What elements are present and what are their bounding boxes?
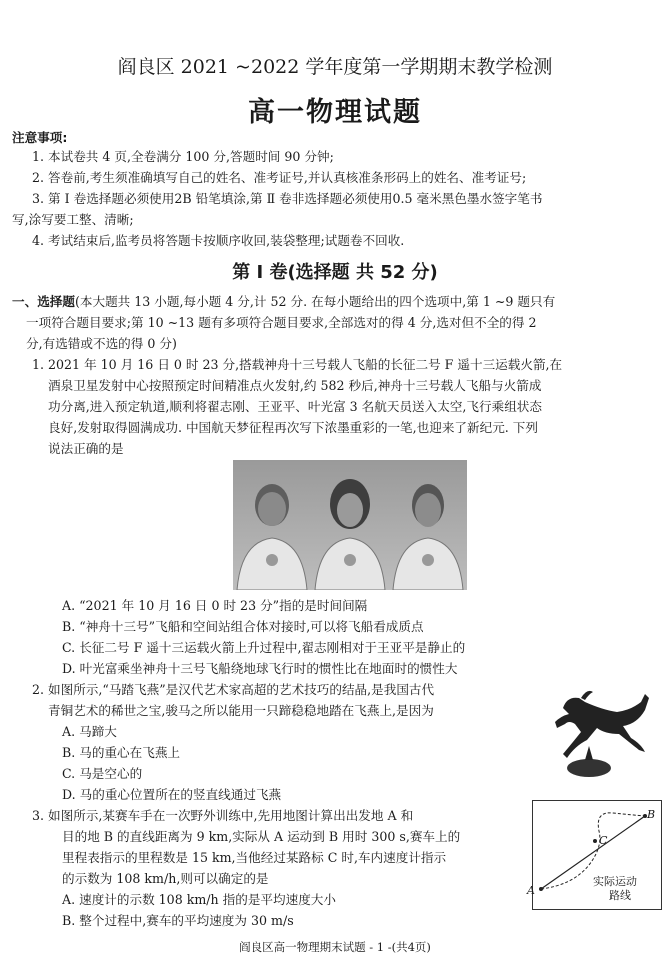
- q1-option: D. 叶光富乘坐神舟十三号飞船绕地球飞行时的惯性比在地面时的惯性大: [62, 661, 458, 676]
- q1-stem-line: 说法正确的是: [48, 441, 124, 456]
- q2-option: A. 马蹄大: [62, 724, 117, 739]
- astronaut-photo: [311, 460, 389, 590]
- q1-stem-line: 酒泉卫星发射中心按照预定时间精准点火发射,约 582 秒后,神舟十三号载人飞船与火箭成: [48, 378, 542, 393]
- section-label: 一、选择题: [12, 294, 75, 309]
- section-title: 第 Ⅰ 卷(选择题 共 52 分): [232, 262, 438, 283]
- note-item: 3. 第 Ⅰ 卷选择题必须使用2B 铅笔填涂,第 Ⅱ 卷非选择题必须使用0.5 毫米黑色墨水签字笔书: [32, 191, 543, 206]
- q1-stem-line: 良好,发射取得圆满成功. 中国航天梦征程再次写下浓墨重彩的一笔,也迎来了新纪元. 下列: [48, 420, 538, 435]
- point-b-label: B: [647, 808, 656, 821]
- q2-option: D. 马的重心位置所在的竖直线通过飞燕: [62, 787, 282, 802]
- exam-title: 阎良区 2021 ~2022 学年度第一学期期末教学检测: [117, 56, 553, 78]
- q2-option: B. 马的重心在飞燕上: [62, 745, 181, 760]
- q3-option: A. 速度计的示数 108 km/h 指的是平均速度大小: [62, 892, 336, 907]
- q1-stem-line: 1. 2021 年 10 月 16 日 0 时 23 分,搭载神舟十三号载人飞船的长征二号 F 遥十三运载火箭,在: [32, 357, 563, 372]
- path-label: 路线: [609, 889, 631, 902]
- q1-stem-line: 功分离,进入预定轨道,顺利将翟志刚、王亚平、叶光富 3 名航天员送入太空,飞行乘组状态: [48, 399, 542, 414]
- note-item: 1. 本试卷共 4 页,全卷满分 100 分,答题时间 90 分钟;: [32, 149, 334, 164]
- subject-title: 高一物理试题: [248, 97, 422, 128]
- section-intro: [12, 292, 555, 311]
- q3-stem-line: 3. 如图所示,某赛车手在一次野外训练中,先用地图计算出出发地 A 和: [32, 808, 414, 823]
- section-intro-line: 分,有选错或不选的得 0 分): [26, 336, 177, 351]
- q3-stem-line: 目的地 B 的直线距离为 9 km,实际从 A 运动到 B 用时 300 s,赛车上的: [62, 829, 461, 844]
- route-diagram: [527, 800, 662, 910]
- q2-option: C. 马是空心的: [62, 766, 143, 781]
- point-a-label: A: [527, 884, 535, 897]
- page-footer: 阎良区高一物理期末试题 - 1 -(共4页): [239, 940, 431, 954]
- notes-heading: 注意事项:: [12, 130, 68, 145]
- q2-stem-line: 青铜艺术的稀世之宝,骏马之所以能用一只蹄稳稳地踏在飞燕上,是因为: [48, 703, 434, 718]
- q3-stem-line: 的示数为 108 km/h,则可以确定的是: [62, 871, 269, 886]
- path-label: 实际运动: [593, 875, 637, 888]
- q2-stem-line: 2. 如图所示,“马踏飞燕”是汉代艺术家高超的艺术技巧的结晶,是我国古代: [32, 682, 435, 697]
- section-intro-line: (本大题共 13 小题,每小题 4 分,计 52 分. 在每小题给出的四个选项中,第 1 ~9 题只有: [74, 294, 556, 309]
- q1-option: C. 长征二号 F 遥十三运载火箭上升过程中,翟志刚相对于王亚平是静止的: [62, 640, 466, 655]
- point-c-label: C: [599, 834, 608, 847]
- q3-stem-line: 里程表指示的里程数是 15 km,当他经过某路标 C 时,车内速度计指示: [62, 850, 447, 865]
- galloping-horse-figure: [545, 680, 660, 790]
- note-item: 2. 答卷前,考生须准确填写自己的姓名、准考证号,并认真核准条形码上的姓名、准考证号;: [32, 170, 527, 185]
- q1-option: B. “神舟十三号”飞船和空间站组合体对接时,可以将飞船看成质点: [62, 619, 424, 634]
- q1-option: A. “2021 年 10 月 16 日 0 时 23 分”指的是时间间隔: [62, 598, 368, 613]
- section-intro-line: 一项符合题目要求;第 10 ~13 题有多项符合题目要求,全部选对的得 4 分,选对但不全的得 2: [26, 315, 537, 330]
- astronaut-photo: [389, 460, 467, 590]
- note-item: 写,涂写要工整、清晰;: [12, 212, 134, 227]
- q3-option: B. 整个过程中,赛车的平均速度为 30 m/s: [62, 913, 294, 928]
- astronaut-photo: [233, 460, 311, 590]
- note-item: 4. 考试结束后,监考员将答题卡按顺序收回,装袋整理;试题卷不回收.: [32, 233, 405, 248]
